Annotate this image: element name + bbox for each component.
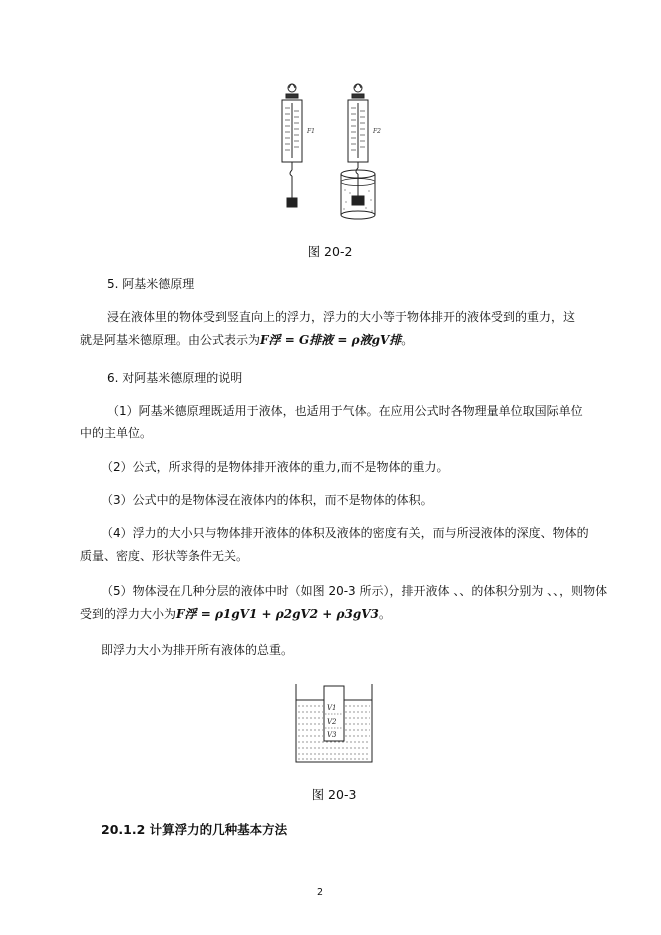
section-5-paragraph-line1: 浸在液体里的物体受到竖直向上的浮力，浮力的大小等于物体排开的液体受到的重力，这 — [107, 310, 576, 324]
spring-balance-right — [341, 84, 375, 219]
section-5-end: 。 — [401, 333, 414, 347]
section-5-text: 就是阿基米德原理。由公式表示为 — [80, 333, 261, 347]
section-5-paragraph-line2 — [80, 332, 413, 348]
figure-spring-balances — [276, 78, 396, 228]
figure-layered-liquids — [294, 680, 376, 766]
item-2: （2）公式，所求得的是物体排开液体的重力,而不是物体的重力。 — [101, 460, 449, 474]
subsection-heading: 20.1.2 计算浮力的几种基本方法 — [101, 822, 288, 837]
section-5-title: 5. 阿基米德原理 — [107, 277, 195, 291]
item-5-text: 受到的浮力大小为 — [80, 607, 177, 621]
item-4-line2: 质量、密度、形状等条件无关。 — [80, 549, 249, 563]
figure-caption-20-2: 图 20-2 — [307, 244, 353, 259]
item-5-end: 。 — [378, 607, 391, 621]
item-4-line1: （4）浮力的大小只与物体排开液体的体积及液体的密度有关，而与所浸液体的深度、物体的 — [101, 526, 589, 540]
summary-text: 即浮力大小为排开所有液体的总重。 — [101, 643, 294, 657]
label-f2: F2 — [373, 128, 381, 135]
page-number: 2 — [317, 887, 324, 898]
label-v3: V3 — [327, 731, 337, 739]
archimedes-formula: F浮 = G排液 = ρ液gV排 — [260, 333, 402, 347]
label-f1: F1 — [307, 128, 315, 135]
item-3: （3）公式中的是物体浸在液体内的体积，而不是物体的体积。 — [101, 493, 433, 507]
spring-balance-left — [282, 84, 302, 207]
label-v2: V2 — [327, 718, 337, 726]
label-v1: V1 — [327, 704, 337, 712]
section-6-title: 6. 对阿基米德原理的说明 — [107, 371, 243, 385]
layered-buoyancy-formula: F浮 = ρ1gV1 + ρ2gV2 + ρ3gV3 — [176, 607, 379, 621]
item-5-line2 — [80, 606, 391, 622]
item-5-line1: （5）物体浸在几种分层的液体中时（如图 20-3 所示），排开液体 、、的体积分别为 、、，则物体 — [101, 584, 608, 598]
item-1-line2: 中的主单位。 — [80, 426, 153, 440]
item-1-line1: （1）阿基米德原理既适用于液体，也适用于气体。在应用公式时各物理量单位取国际单位 — [107, 404, 583, 418]
figure-caption-20-3: 图 20-3 — [311, 787, 357, 802]
